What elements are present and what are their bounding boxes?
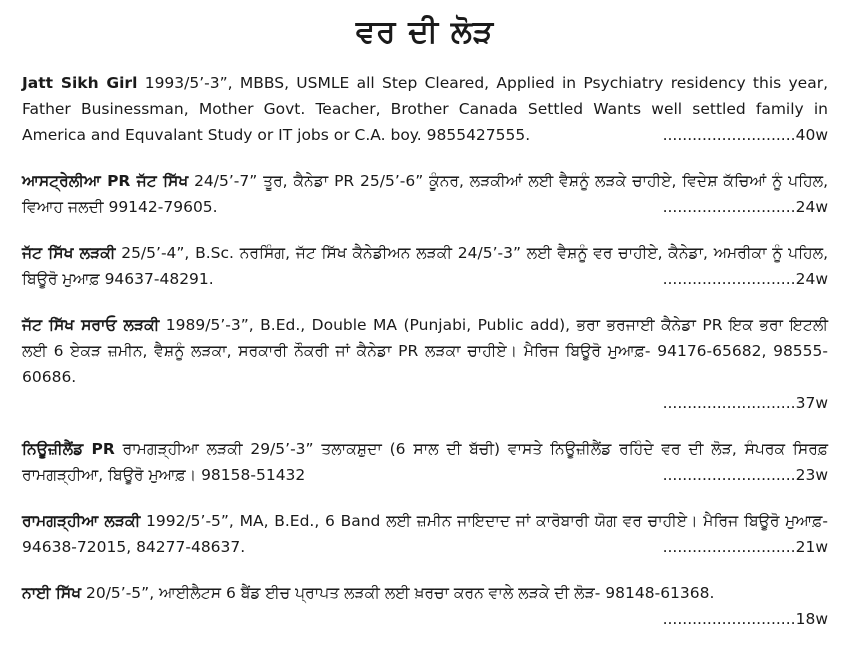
ad-dots: ........................... <box>662 538 796 556</box>
ad-dots: ........................... <box>662 270 796 288</box>
ad-text: 1993/5’-3”, MBBS, USMLE all Step Cleared, Applied in Psychiatry residency this year, Father Businessman, Mother Govt. Teacher, Brother Canada Settled Wants well settled family in America and Equvalant Study or IT jobs or C.A. boy. 9855427555. <box>22 74 829 144</box>
ad-code <box>663 266 828 292</box>
ad-body <box>22 240 828 292</box>
ad-body <box>22 580 828 606</box>
ad-code <box>663 534 828 560</box>
ad-code <box>663 122 828 148</box>
classified-ad <box>22 436 828 488</box>
ad-text: 24/5’-7” ਤੂਰ, ਕੈਨੇਡਾ PR 25/5’-6” ਕੂੰਨਰ, ਲੜਕੀਆਂ ਲਈ ਵੈਸ਼ਨੂੰ ਲੜਕੇ ਚਾਹੀਏ, ਵਿਦੇਸ਼ ਕੱਚਿਆਂ ਨੂੰ ਪਹਿਲ, ਵਿਆਹ ਜਲਦੀ 99142-79605. <box>22 172 828 216</box>
classified-ad <box>22 312 828 416</box>
ad-text: ਰਾਮਗੜ੍ਹੀਆ ਲੜਕੀ 29/5’-3” ਤਲਾਕਸ਼ੁਦਾ (6 ਸਾਲ ਦੀ ਬੱਚੀ) ਵਾਸਤੇ ਨਿਊਜ਼ੀਲੈਂਡ ਰਹਿੰਦੇ ਵਰ ਦੀ ਲੋੜ, ਸੰਪਰਕ ਸਿਰਫ਼ ਰਾਮਗੜ੍ਹੀਆ, ਬਿਊਰੋ ਮੁਆਫ਼। 98158-51432 <box>22 440 829 484</box>
ad-body <box>22 436 828 488</box>
ad-code <box>663 462 828 488</box>
ad-code <box>22 606 828 632</box>
ad-dots: ........................... <box>662 394 796 412</box>
ad-body <box>22 70 828 148</box>
ad-dots: ........................... <box>662 466 796 484</box>
ad-body <box>22 508 828 560</box>
ad-code-value: 18w <box>795 610 828 628</box>
ad-heading: ਨਾਈ ਸਿੱਖ <box>22 584 82 602</box>
classified-ad <box>22 168 828 220</box>
ad-heading: ਜੱਟ ਸਿੱਖ ਸਰਾਓ ਲੜਕੀ <box>22 316 160 334</box>
ad-text: 25/5’-4”, B.Sc. ਨਰਸਿੰਗ, ਜੱਟ ਸਿੱਖ ਕੈਨੇਡੀਅਨ ਲੜਕੀ 24/5’-3” ਲਈ ਵੈਸ਼ਨੂੰ ਵਰ ਚਾਹੀਏ, ਕੈਨੇਡਾ, ਅਮਰੀਕਾ ਨੂੰ ਪਹਿਲ, ਬਿਊਰੋ ਮੁਆਫ਼ 94637-48291. <box>22 244 829 288</box>
ad-code <box>663 194 828 220</box>
ad-code-value: 23w <box>795 466 828 484</box>
ad-dots: ........................... <box>662 126 796 144</box>
ad-code-value: 24w <box>795 270 828 288</box>
classified-ad <box>22 580 828 632</box>
ad-text: 1989/5’-3”, B.Ed., Double MA (Punjabi, Public add), ਭਰਾ ਭਰਜਾਈ ਕੈਨੇਡਾ PR ਇਕ ਭਰਾ ਇਟਲੀ ਲਈ 6 ਏਕੜ ਜ਼ਮੀਨ, ਵੈਸ਼ਨੂੰ ਲੜਕਾ, ਸਰਕਾਰੀ ਨੌਕਰੀ ਜਾਂ ਕੈਨੇਡਾ PR ਲੜਕਾ ਚਾਹੀਏ। ਮੈਰਿਜ ਬਿਊਰੋ ਮੁਆਫ਼- 94176-65682, 98555-60686. <box>22 316 829 386</box>
ad-heading: ਜੱਟ ਸਿੱਖ ਲੜਕੀ <box>22 244 116 262</box>
ad-code-value: 40w <box>795 126 828 144</box>
page-title: ਵਰ ਦੀ ਲੋੜ <box>355 14 495 50</box>
ad-code-value: 37w <box>795 394 828 412</box>
ad-heading: ਆਸਟ੍ਰੇਲੀਆ PR ਜੱਟ ਸਿੱਖ <box>22 172 189 190</box>
ad-heading: ਨਿਊਜ਼ੀਲੈਂਡ PR <box>22 440 115 458</box>
classified-ad <box>22 508 828 560</box>
classified-ad <box>22 240 828 292</box>
ad-code <box>22 390 828 416</box>
classified-ad <box>22 70 828 148</box>
ad-text: 20/5’-5”, ਆਈਲੈਟਸ 6 ਬੈਂਡ ਈਚ ਪ੍ਰਾਪਤ ਲੜਕੀ ਲਈ ਖ਼ਰਚਾ ਕਰਨ ਵਾਲੇ ਲੜਕੇ ਦੀ ਲੋੜ- 98148-61368. <box>81 584 715 602</box>
ad-code-value: 24w <box>795 198 828 216</box>
ad-text: 1992/5’-5”, MA, B.Ed., 6 Band ਲਈ ਜ਼ਮੀਨ ਜਾਇਦਾਦ ਜਾਂ ਕਾਰੋਬਾਰੀ ਯੋਗ ਵਰ ਚਾਹੀਏ। ਮੈਰਿਜ ਬਿਊਰੋ ਮੁਆਫ਼- 94638-72015, 84277-48637. <box>22 512 828 556</box>
ad-body <box>22 168 828 220</box>
ad-heading: ਰਾਮਗੜ੍ਹੀਆ ਲੜਕੀ <box>22 512 141 530</box>
ad-dots: ........................... <box>662 610 796 628</box>
ad-body <box>22 312 828 390</box>
ad-code-value: 21w <box>795 538 828 556</box>
ad-heading: Jatt Sikh Girl <box>22 74 138 92</box>
ad-dots: ........................... <box>662 198 796 216</box>
